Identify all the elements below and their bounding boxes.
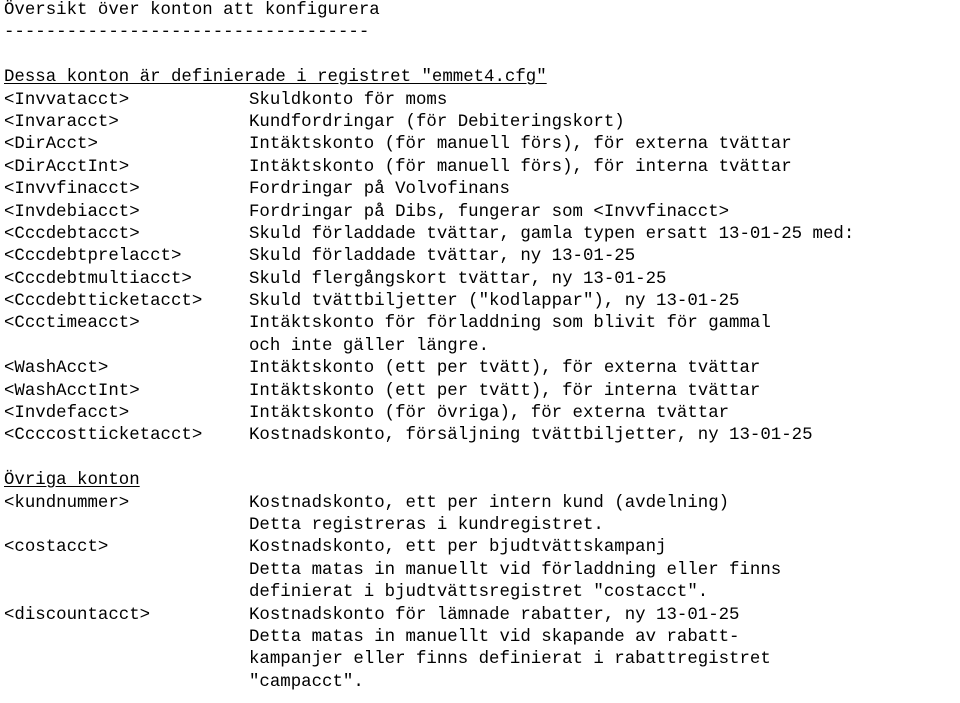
section-registry-accounts bbox=[4, 67, 960, 448]
account-list bbox=[4, 90, 960, 448]
account-row bbox=[4, 291, 960, 313]
account-code: <costacct> bbox=[4, 538, 109, 558]
account-row bbox=[4, 224, 960, 246]
account-description: Skuldkonto för moms bbox=[249, 90, 448, 110]
account-code: <Cccdebtmultiacct> bbox=[4, 269, 192, 289]
account-description: Fordringar på Dibs, fungerar som <Invvfinacct> bbox=[249, 202, 730, 222]
spacer bbox=[4, 448, 960, 470]
account-row bbox=[4, 90, 960, 112]
account-code: <kundnummer> bbox=[4, 493, 130, 513]
account-code: <Cccdebtticketacct> bbox=[4, 292, 203, 312]
account-code bbox=[4, 649, 249, 671]
account-code bbox=[4, 515, 249, 537]
account-code: <Cccdebtprelacct> bbox=[4, 247, 182, 267]
account-code bbox=[4, 672, 249, 694]
account-code: <Invdebiacct> bbox=[4, 202, 140, 222]
account-description: Fordringar på Volvofinans bbox=[249, 180, 510, 200]
account-code: <DirAcctInt> bbox=[4, 157, 130, 177]
account-description: Intäktskonto (ett per tvätt), för externa tvättar bbox=[249, 359, 761, 379]
account-description: Kostnadskonto, ett per intern kund (avdelning) bbox=[249, 493, 730, 513]
account-code bbox=[4, 627, 249, 649]
title-underline: ----------------------------------- bbox=[4, 23, 370, 43]
account-row bbox=[4, 112, 960, 134]
account-code bbox=[4, 336, 249, 358]
account-row bbox=[4, 537, 960, 559]
account-code: <Invvatacct> bbox=[4, 90, 130, 110]
section-heading: Övriga konton bbox=[4, 471, 140, 491]
account-description: Intäktskonto (för manuell förs), för externa tvättar bbox=[249, 135, 792, 155]
account-row bbox=[4, 515, 960, 537]
account-row bbox=[4, 582, 960, 604]
account-code: <Ccccostticketacct> bbox=[4, 426, 203, 446]
document bbox=[4, 0, 960, 694]
account-row bbox=[4, 336, 960, 358]
account-row bbox=[4, 134, 960, 156]
account-row bbox=[4, 493, 960, 515]
account-row bbox=[4, 672, 960, 694]
account-row bbox=[4, 269, 960, 291]
account-description: Intäktskonto (ett per tvätt), för interna tvättar bbox=[249, 381, 761, 401]
account-description: Kostnadskonto för lämnade rabatter, ny 13-01-25 bbox=[249, 605, 740, 625]
account-row bbox=[4, 246, 960, 268]
account-code: <discountacct> bbox=[4, 605, 151, 625]
account-description: Kostnadskonto, försäljning tvättbiljetter, ny 13-01-25 bbox=[249, 426, 813, 446]
account-list bbox=[4, 493, 960, 695]
account-row bbox=[4, 649, 960, 671]
account-row bbox=[4, 358, 960, 380]
account-code: <DirAcct> bbox=[4, 135, 98, 155]
account-code: <Cccdebtacct> bbox=[4, 224, 140, 244]
account-code: <Invdefacct> bbox=[4, 404, 130, 424]
account-code: <WashAcct> bbox=[4, 359, 109, 379]
account-row bbox=[4, 627, 960, 649]
account-description: Intäktskonto (för manuell förs), för interna tvättar bbox=[249, 157, 792, 177]
account-row bbox=[4, 605, 960, 627]
account-code bbox=[4, 560, 249, 582]
account-row bbox=[4, 157, 960, 179]
section-heading: Dessa konton är definierade i registret "emmet4.cfg" bbox=[4, 68, 547, 88]
account-row bbox=[4, 560, 960, 582]
account-description: "campacct". bbox=[249, 672, 364, 692]
account-description: definierat i bjudtvättsregistret "costacct". bbox=[249, 583, 709, 603]
account-description: Intäktskonto för förladdning som blivit för gammal bbox=[249, 314, 771, 334]
account-code: <Invaracct> bbox=[4, 112, 119, 132]
account-description: Detta matas in manuellt vid skapande av rabatt- bbox=[249, 627, 740, 647]
account-code: <WashAcctInt> bbox=[4, 381, 140, 401]
account-description: Skuld förladdade tvättar, gamla typen ersatt 13-01-25 med: bbox=[249, 224, 855, 244]
account-code: <Ccctimeacct> bbox=[4, 314, 140, 334]
account-row bbox=[4, 202, 960, 224]
account-row bbox=[4, 313, 960, 335]
account-description: Detta registreras i kundregistret. bbox=[249, 515, 604, 535]
account-row bbox=[4, 425, 960, 447]
account-description: kampanjer eller finns definierat i rabattregistret bbox=[249, 650, 771, 670]
spacer bbox=[4, 45, 960, 67]
account-description: Kundfordringar (för Debiteringskort) bbox=[249, 112, 625, 132]
account-description: och inte gäller längre. bbox=[249, 336, 490, 356]
account-row bbox=[4, 381, 960, 403]
account-description: Skuld förladdade tvättar, ny 13-01-25 bbox=[249, 247, 636, 267]
page-title: Översikt över konton att konfigurera bbox=[4, 1, 380, 20]
account-description: Detta matas in manuellt vid förladdning eller finns bbox=[249, 560, 782, 580]
account-code: <Invvfinacct> bbox=[4, 180, 140, 200]
account-row bbox=[4, 179, 960, 201]
account-code bbox=[4, 582, 249, 604]
account-description: Kostnadskonto, ett per bjudtvättskampanj bbox=[249, 538, 667, 558]
section-other-accounts bbox=[4, 470, 960, 694]
account-row bbox=[4, 403, 960, 425]
account-description: Skuld tvättbiljetter ("kodlappar"), ny 13-01-25 bbox=[249, 292, 740, 312]
account-description: Skuld flergångskort tvättar, ny 13-01-25 bbox=[249, 269, 667, 289]
account-description: Intäktskonto (för övriga), för externa tvättar bbox=[249, 404, 730, 424]
